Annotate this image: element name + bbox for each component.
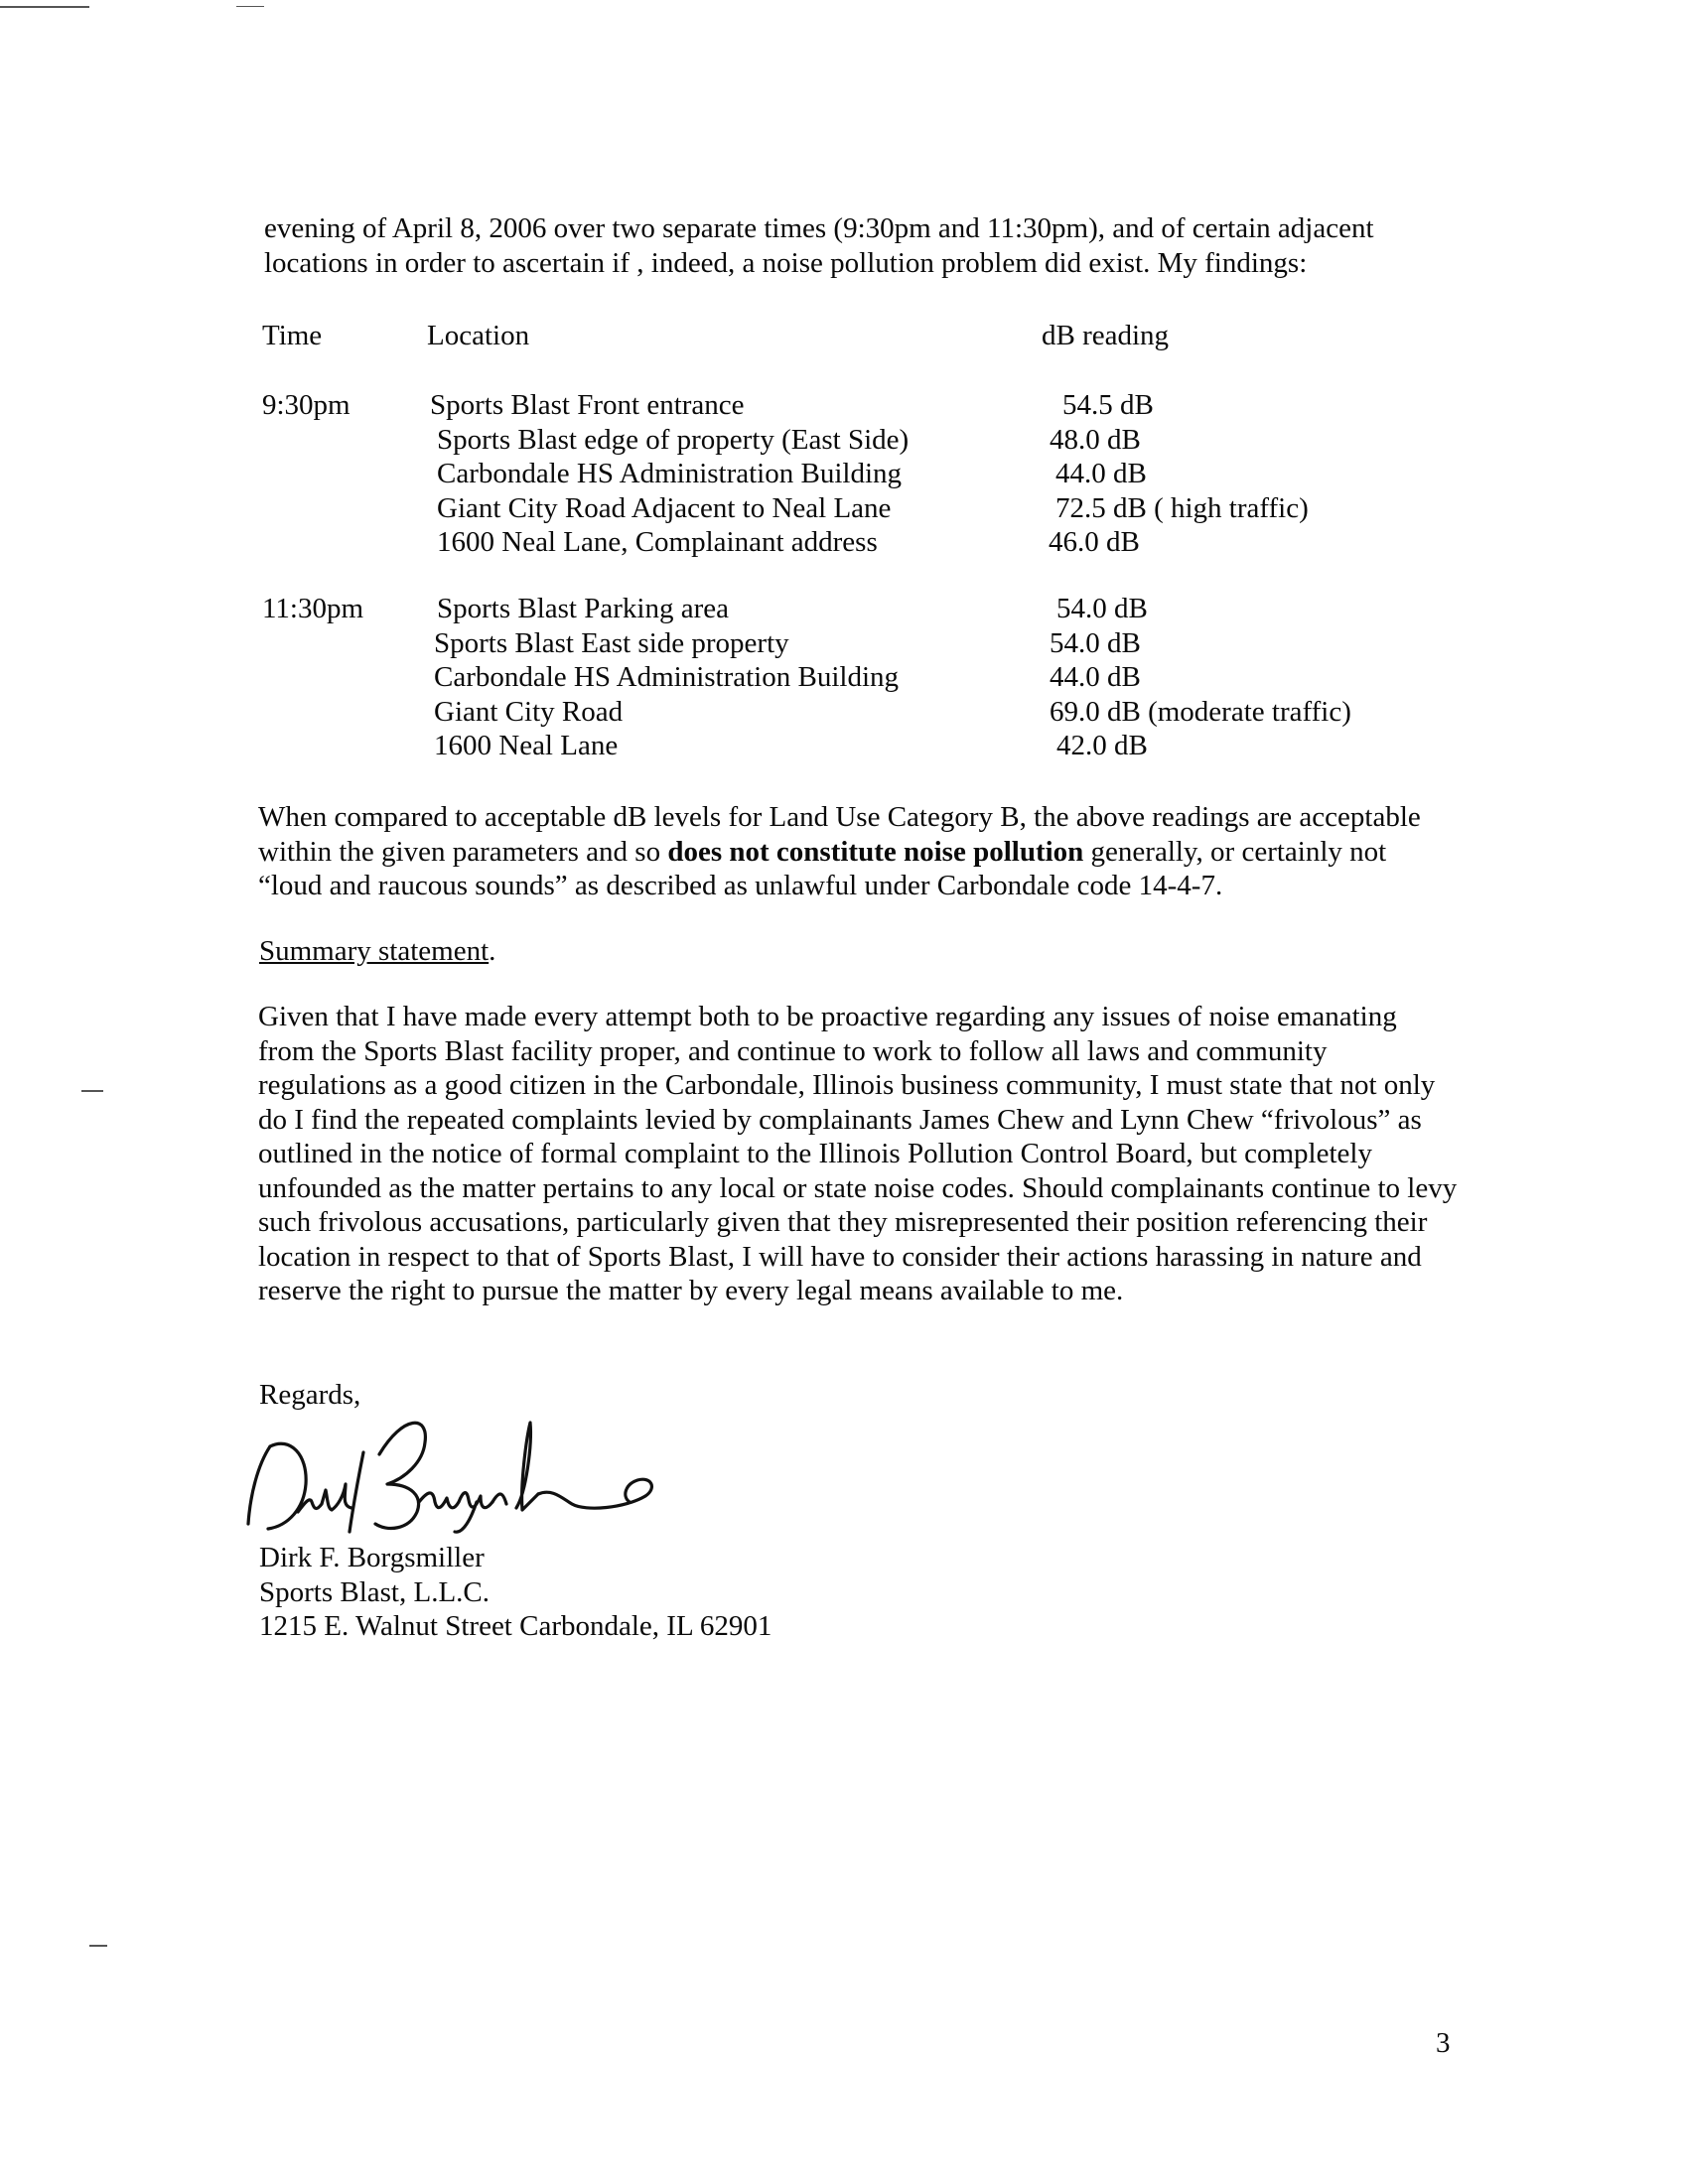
row-location: Sports Blast edge of property (East Side) xyxy=(437,423,910,456)
summary-heading-text: Summary statement xyxy=(259,935,490,967)
row-location: Sports Blast Front entrance xyxy=(430,389,745,421)
row-location: Carbondale HS Administration Building xyxy=(434,661,900,693)
group-time-label: 9:30pm xyxy=(262,389,351,421)
row-db: 44.0 dB xyxy=(1055,458,1147,489)
scan-mark xyxy=(81,1090,103,1092)
comparison-text: When compared to acceptable dB levels for Land Use Category B, the above readings are acceptable within the given parameters and so xyxy=(258,801,1421,868)
table-row xyxy=(262,696,1454,730)
comparison-paragraph xyxy=(258,800,1450,903)
table-row xyxy=(262,458,1454,491)
header-time: Time xyxy=(262,320,323,351)
table-row xyxy=(262,526,1454,560)
emphasis-text: does not constitute noise pollution xyxy=(667,835,1084,868)
signer-company: Sports Blast, L.L.C. xyxy=(259,1575,491,1608)
row-location: Giant City Road xyxy=(434,695,624,728)
table-header xyxy=(262,320,1454,353)
scan-mark xyxy=(89,1945,107,1947)
row-db: 69.0 dB (moderate traffic) xyxy=(1050,695,1351,728)
table-row xyxy=(262,627,1454,661)
row-db: 54.5 dB xyxy=(1062,389,1154,421)
row-db: 54.0 dB xyxy=(1050,626,1141,659)
handwritten-signature xyxy=(228,1385,695,1534)
signature-block xyxy=(259,1541,772,1644)
scan-mark xyxy=(0,6,89,8)
header-db-reading: dB reading xyxy=(1042,320,1170,351)
table-row xyxy=(262,730,1454,763)
signer-name: Dirk F. Borgsmiller xyxy=(259,1542,485,1573)
header-location: Location xyxy=(427,320,530,351)
row-location: 1600 Neal Lane xyxy=(434,730,619,761)
table-row xyxy=(262,424,1454,458)
page-number: 3 xyxy=(1436,2027,1451,2059)
comparison-text-end: generally, or certainly not “loud and raucous sounds” as described as unlawful under Carbondale code 14-4-7. xyxy=(258,835,1387,901)
row-db: 48.0 dB xyxy=(1050,423,1141,456)
closing: Regards, xyxy=(259,1379,361,1411)
summary-heading xyxy=(259,934,495,968)
signer-address: 1215 E. Walnut Street Carbondale, IL 62901 xyxy=(259,1610,772,1642)
row-db: 54.0 dB xyxy=(1056,593,1148,624)
summary-paragraph: Given that I have made every attempt both to be proactive regarding any issues of noise emanating from the Sports Blast facility proper, and continue to work to follow all laws and community regulations as a good citizen in the Carbondale, Illinois business community, I must state that not only do I find the repeated complaints levied by complainants James Chew and Lynn Chew “frivolous” as outlined in the notice of formal complaint to the Illinois Pollution Control Board, but completely unfounded as the matter pertains to any local or state noise codes. Should complainants continue to levy such frivolous accusations, particularly given that they misrepresented their position referencing their location in respect to that of Sports Blast, I will have to consider their actions harassing in nature and reserve the right to pursue the matter by every legal means available to me. xyxy=(258,1001,1458,1306)
row-location: Sports Blast East side property xyxy=(434,626,789,659)
intro-paragraph: evening of April 8, 2006 over two separate times (9:30pm and 11:30pm), and of certain adjacent locations in order to ascertain if , indeed, a noise pollution problem did exist. My findings: xyxy=(264,212,1374,279)
row-location: Sports Blast Parking area xyxy=(437,593,729,624)
row-location: Giant City Road Adjacent to Neal Lane xyxy=(437,491,892,524)
row-db: 42.0 dB xyxy=(1056,730,1148,761)
group-time-label: 11:30pm xyxy=(262,593,364,624)
summary-heading-period: . xyxy=(489,935,496,967)
row-db: 44.0 dB xyxy=(1050,661,1141,693)
table-row xyxy=(262,661,1454,695)
scan-mark xyxy=(236,6,264,7)
table-row xyxy=(262,492,1454,526)
row-location: Carbondale HS Administration Building xyxy=(437,458,903,489)
row-location: 1600 Neal Lane, Complainant address xyxy=(437,526,878,558)
table-row xyxy=(262,389,1454,423)
table-row xyxy=(262,593,1454,626)
row-db: 46.0 dB xyxy=(1049,526,1140,558)
row-db: 72.5 dB ( high traffic) xyxy=(1055,491,1309,524)
